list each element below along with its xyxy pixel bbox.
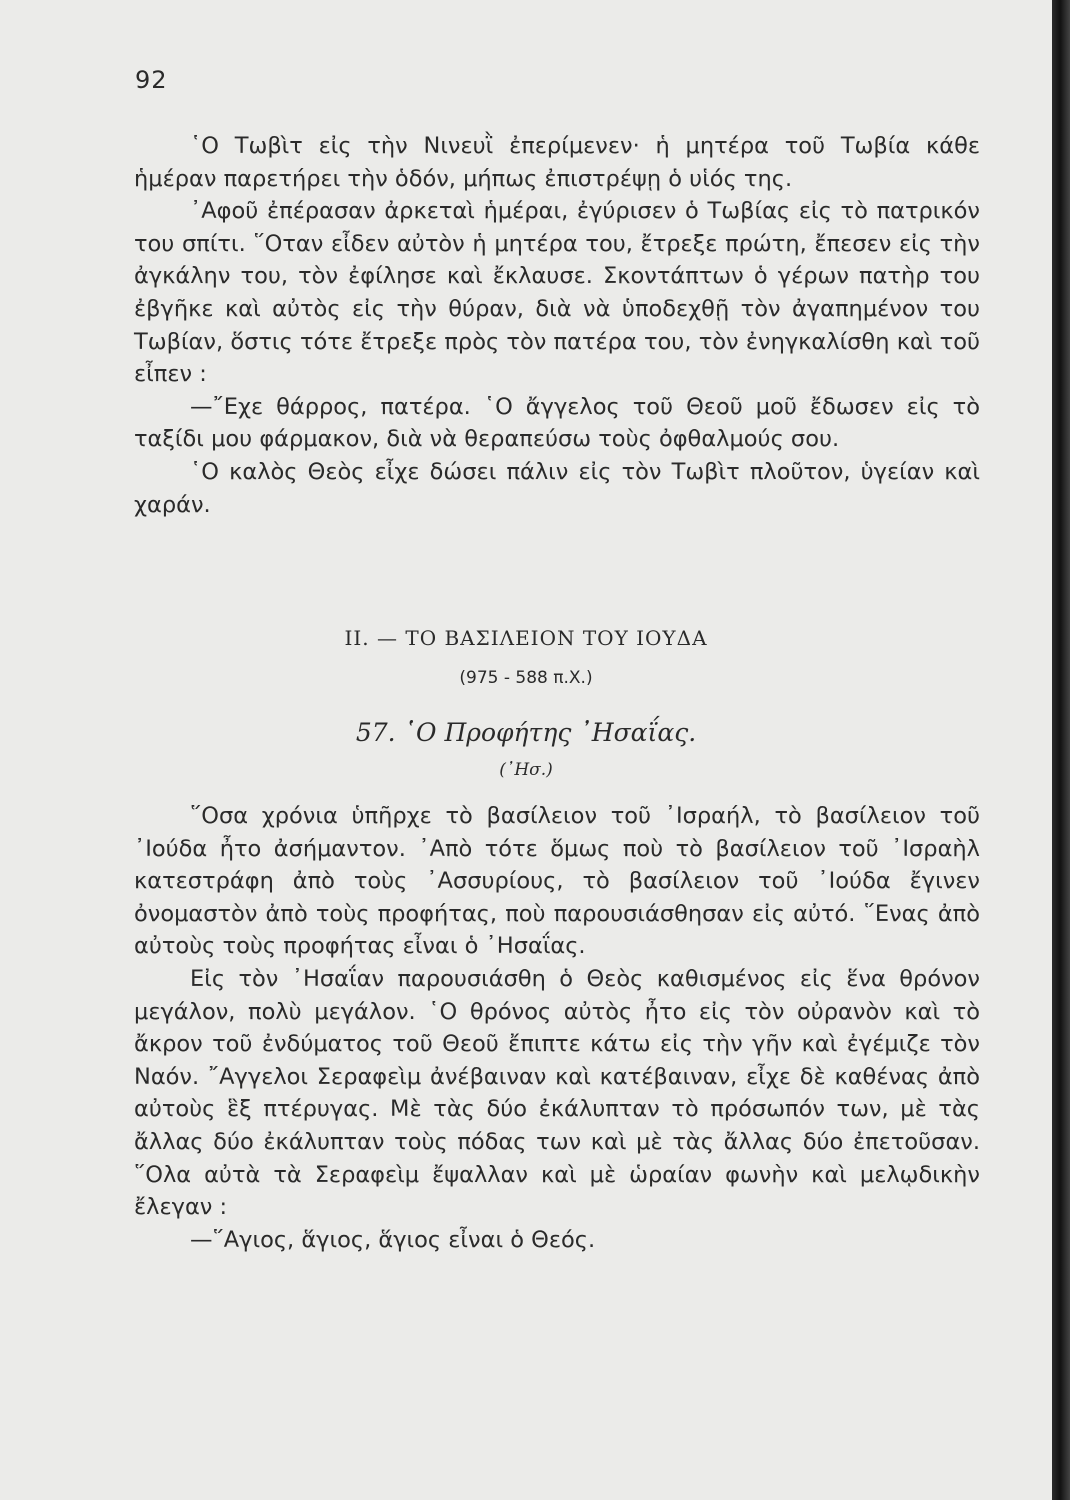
paragraph: ῞Οσα χρόνια ὑπῆρχε τὸ βασίλειον τοῦ ᾿Ισραήλ, τὸ βασίλειον τοῦ ᾿Ιούδα ἦτο ἀσήμαντον. ᾿Απὸ τότε ὅμως ποὺ τὸ βασίλειον τοῦ ᾿Ισραὴλ κατεστράφη ἀπὸ τοὺς ᾿Ασσυρίους, τὸ βασίλειον τοῦ ᾿Ιούδα ἔγινεν ὀνομαστὸν ἀπὸ τοὺς προφήτας, ποὺ παρουσιάσθησαν εἰς αὐτό. ῞Ενας ἀπὸ αὐτοὺς τοὺς προφήτας εἶναι ὁ ᾿Ησαΐας. (134, 803, 980, 960)
tobit-ending-text (134, 130, 980, 521)
section-title: ΙΙ. — ΤΟ ΒΑΣΙΛΕΙΟΝ ΤΟΥ ΙΟΥΔΑ (344, 626, 708, 650)
paragraph: —῞Αγιος, ἅγιος, ἅγιος εἶναι ὁ Θεός. (190, 1226, 596, 1253)
chapter-reference: (᾿Ησ.) (499, 760, 553, 780)
paragraph: ᾿Αφοῦ ἐπέρασαν ἀρκεταὶ ἡμέραι, ἐγύρισεν ὁ Τωβίας εἰς τὸ πατρικόν του σπίτι. ῞Οταν εἶδεν αὐτὸν ἡ μητέρα του, ἔτρεξε πρώτη, ἔπεσεν εἰς τὴν ἀγκάλην του, τὸν ἐφίλησε καὶ ἔκλαυσε. Σκοντάπτων ὁ γέρων πατὴρ του ἐβγῆκε καὶ αὐτὸς εἰς τὴν θύραν, διὰ νὰ ὑποδεχθῇ τὸν ἀγαπημένον του Τωβίαν, ὅστις τότε ἔτρεξε πρὸς τὸν πατέρα του, τὸν ἐνηγκαλίσθη καὶ τοῦ εἶπεν : (134, 198, 980, 388)
page-number: 92 (135, 66, 168, 94)
paragraph: Εἰς τὸν ᾿Ησαΐαν παρουσιάσθη ὁ Θεὸς καθισμένος εἰς ἕνα θρόνον μεγάλον, πολὺ μεγάλον. ῾Ο θρόνος αὐτὸς ἦτο εἰς τὸν οὐρανὸν καὶ τὸ ἄκρον τοῦ ἐνδύματος τοῦ Θεοῦ ἔπιπτε κάτω εἰς τὴν γῆν καὶ ἐγέμιζε τὸν Ναόν. ῎Αγγελοι Σεραφεὶμ ἀνέβαιναν καὶ κατέβαιναν, εἶχε δὲ καθένας ἀπὸ αὐτοὺς ἓξ πτέρυγας. Μὲ τὰς δύο ἐκάλυπταν τὸ πρόσωπόν των, μὲ τὰς ἄλλας δύο ἐκάλυπταν τοὺς πόδας των καὶ μὲ τὰς ἄλλας δύο ἐπετοῦσαν. ῞Ολα αὐτὰ τὰ Σεραφεὶμ ἔψαλλαν καὶ μὲ ὡραίαν φωνὴν καὶ μελῳδικὴν ἔλεγαν : (134, 965, 980, 1221)
isaiah-text (134, 800, 980, 1256)
paragraph: ῾Ο Τωβὶτ εἰς τὴν Νινευῒ ἐπερίμενεν· ἡ μητέρα τοῦ Τωβία κάθε ἡμέραν παρετήρει τὴν ὁδόν, μήπως ἐπιστρέψῃ ὁ υἱός της. (134, 133, 980, 192)
section-dates: (975 - 588 π.Χ.) (459, 668, 593, 688)
paragraph: ῾Ο καλὸς Θεὸς εἶχε δώσει πάλιν εἰς τὸν Τωβὶτ πλοῦτον, ὑγείαν καὶ χαράν. (134, 458, 980, 518)
paragraph: —῎Εχε θάρρος, πατέρα. ῾Ο ἄγγελος τοῦ Θεοῦ μοῦ ἔδωσεν εἰς τὸ ταξίδι μου φάρμακον, διὰ νὰ θεραπεύσω τοὺς ὀφθαλμούς σου. (134, 393, 980, 453)
page-edge (1052, 0, 1070, 1500)
chapter-title: 57. ῾Ο Προφήτης ᾿Ησαΐας. (355, 718, 697, 747)
